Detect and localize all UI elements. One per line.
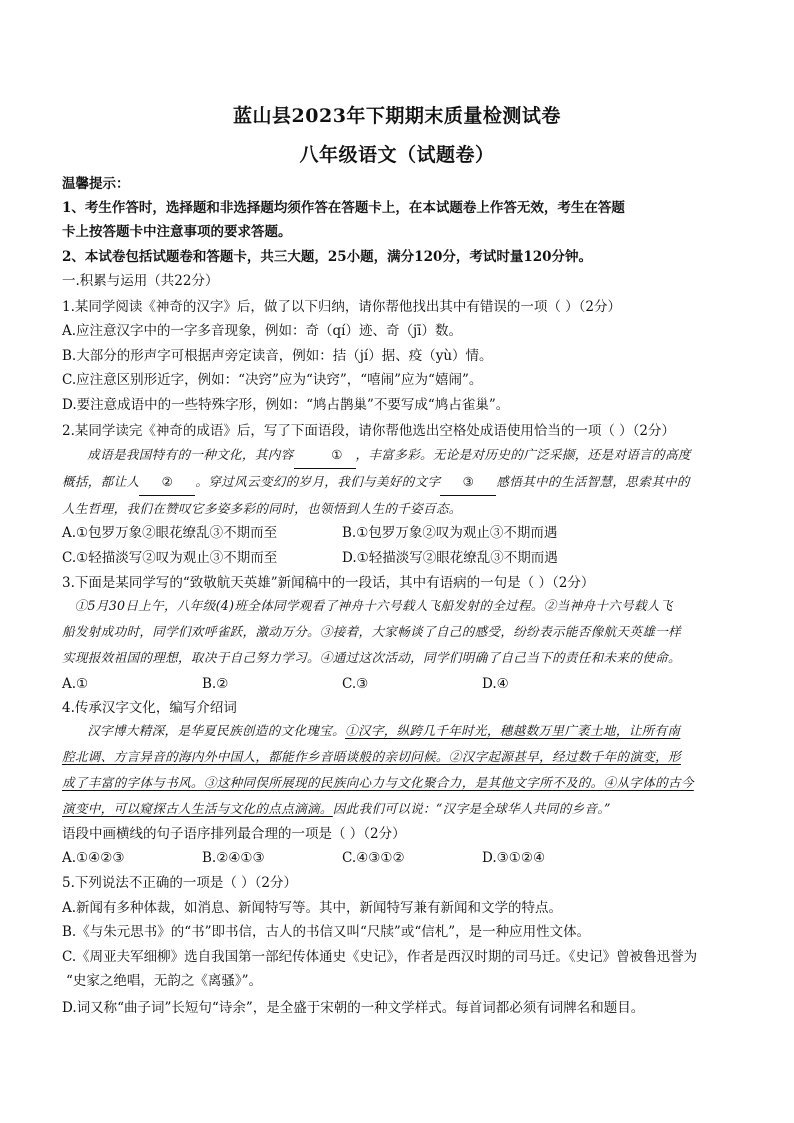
- q5-option-b: B.《与朱元思书》的“书”即书信，古人的书信又叫“尺牍”或“信札”，是一种应用性文体。: [62, 924, 591, 940]
- exam-subtitle: 八年级语文（试题卷）: [299, 144, 495, 166]
- q4-passage: [62, 718, 734, 822]
- notice-heading: 温馨提示：: [62, 176, 130, 192]
- q4-option-d: D.③①②④: [482, 850, 546, 866]
- q3-passage: [62, 593, 734, 671]
- q2-option-a: A.①包罗万象②眼花缭乱③不期而至: [62, 525, 278, 541]
- q2-blank-3: ③: [440, 469, 496, 496]
- notice-item-1-line-2: 卡上按答题卡中注意事项的要求答题。: [62, 224, 292, 240]
- q2-option-c: C.①轻描淡写②叹为观止③不期而至: [62, 550, 278, 566]
- q3-passage-line-3: 实现报效祖国的理想，取决于自己努力学习。④通过这次活动，同学们明确了自己当下的责任和未来的使命。: [62, 650, 681, 665]
- q2-stem: 2.某同学读完《神奇的成语》后，写了下面语段，请你帮他选出空格处成语使用恰当的一项（ ）（2分）: [62, 423, 676, 439]
- q4-option-b: B.②④①③: [202, 850, 265, 866]
- q2-blank-2: ②: [139, 469, 195, 496]
- q4-passage-text: 汉字博大精深，是华夏民族创造的文化瑰宝。: [87, 723, 346, 738]
- q2-passage-text: 感悟其中的生活智慧，思索其中的: [496, 474, 690, 489]
- q2-option-b: B.①包罗万象②叹为观止③不期而遇: [342, 525, 558, 541]
- q2-passage-line-3: 人生哲理，我们在赞叹它多姿多彩的同时，也领悟到人生的千姿百态。: [62, 501, 462, 516]
- q4-underlined-sentence: 成了丰富的字体与书风。③这种同俣所展现的民族向心力与文化聚合力，是其他文字所不及的。: [62, 775, 604, 790]
- q1-option-c: C.应注意区别形近字，例如：“决窍”应为“诀窍”，“嘻闹”应为“嬉闹”。: [62, 372, 483, 388]
- q4-stem: 4.传承汉字文化，编写介绍词: [62, 700, 237, 716]
- q2-option-d: D.①轻描淡写②眼花缭乱③不期而遇: [342, 550, 558, 566]
- q3-passage-line-2: 船发射成功时，同学们欢呼雀跃，激动万分。③接着，大家畅谈了自己的感受，纷纷表示能否像航天英雄一样: [62, 624, 681, 639]
- q2-blank-1: ①: [294, 442, 356, 469]
- q2-passage-text: ，丰富多彩。无论是对历史的广泛采撷，还是对语言的高度: [355, 447, 691, 462]
- q1-option-a: A.应注意汉字中的一字多音现象，例如：奇（qí）迹、奇（jī）数。: [62, 323, 463, 339]
- q4-passage-text: 因此我们可以说：“汉字是全球华人共同的乡音。”: [332, 801, 611, 816]
- q5-option-a: A.新闻有多种体裁，如消息、新闻特写等。其中，新闻特写兼有新闻和文学的特点。: [62, 900, 563, 916]
- q2-passage-text: 。穿过风云变幻的岁月，我们与美好的文字: [195, 474, 441, 489]
- q5-option-d: D.词又称“曲子词”长短句“诗余”，是全盛于宋朝的一种文学样式。每首词都必须有词牌名和题目。: [62, 1000, 645, 1016]
- notice-item-1-line-1: 1、考生作答时，选择题和非选择题均须作答在答题卡上，在本试题卷上作答无效，考生在答题: [62, 200, 625, 216]
- q4-underlined-sentence: 演变中，可以窥探古人生活与文化的点点滴滴。: [62, 801, 333, 816]
- q4-option-c: C.④③①②: [342, 850, 405, 866]
- q5-option-c-line-2: “史家之绝唱，无韵之《离骚》”。: [66, 973, 263, 989]
- q4-underlined-sentence: ①汉字，纵跨几千年时光，穗越数万里广袤土地，让所有南: [345, 723, 681, 738]
- q1-option-b: B.大部分的形声字可根据声旁定读音，例如：拮（jí）据、疫（yù）情。: [62, 348, 493, 364]
- q1-option-d: D.要注意成语中的一些特殊字形，例如：“鸠占鹊巢”不要写成“鸠占雀巢”。: [62, 397, 510, 413]
- q2-passage: [62, 442, 734, 522]
- section-1-heading: 一.积累与运用（共22分）: [62, 273, 219, 289]
- q3-passage-line-1: ①5月30日上午，八年级(4)班全体同学观看了神舟十六号载人飞船发射的全过程。②当神舟十六号载人飞: [74, 598, 673, 613]
- q5-stem: 5.下列说法不正确的一项是（ ）（2分）: [62, 875, 298, 891]
- q2-passage-text: 概括，都让人: [62, 474, 140, 489]
- q4-underlined-sentence: 腔北调、方言异音的海内外中国人，都能作乡音晤谈般的亲切问候。②汉字起源甚早，经过数千年的演变，形: [62, 749, 681, 764]
- q2-passage-text: 成语是我国特有的一种文化，其内容: [87, 447, 294, 462]
- q3-option-c: C.③: [342, 676, 369, 692]
- exam-title: 蓝山县2023年下期期末质量检测试卷: [233, 105, 561, 127]
- q3-option-d: D.④: [482, 676, 509, 692]
- q4-option-a: A.①④②③: [62, 850, 125, 866]
- q4-underlined-sentence: ④从字体的古今: [603, 775, 694, 790]
- q1-stem: 1.某同学阅读《神奇的汉字》后，做了以下归纳，请你帮他找出其中有错误的一项（ ）（2分）: [62, 299, 622, 315]
- notice-item-2: 2、本试卷包括试题卷和答题卡，共三大题，25小题，满分120分，考试时量120分钟。: [62, 249, 593, 265]
- q5-option-c-line-1: C.《周亚夫军细柳》选自我国第一部纪传体通史《史记》，作者是西汉时期的司马迁。《史记》曾被鲁迅誉为: [62, 949, 698, 965]
- q4-question: 语段中画横线的句子语序排列最合理的一项是（ ）（2分）: [62, 826, 406, 842]
- q3-option-b: B.②: [202, 676, 229, 692]
- q3-stem: 3.下面是某同学写的“致敬航天英雄”新闻稿中的一段话，其中有语病的一句是（ ）（2分）: [62, 575, 595, 591]
- q3-option-a: A.①: [62, 676, 89, 692]
